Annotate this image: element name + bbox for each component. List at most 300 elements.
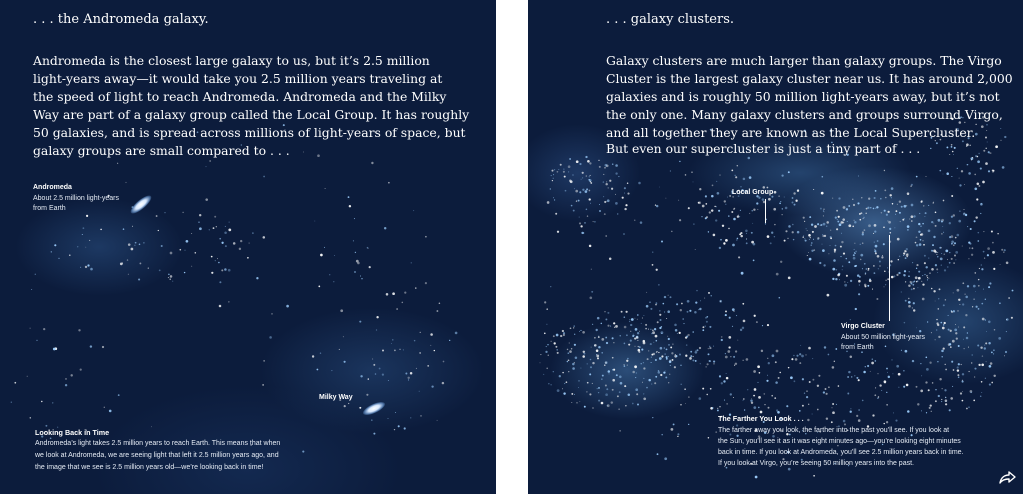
star-speck — [256, 277, 258, 279]
star-speck — [941, 233, 942, 234]
star-speck — [568, 352, 570, 354]
star-speck — [850, 411, 852, 413]
star-speck — [768, 407, 770, 409]
star-speck — [971, 159, 972, 160]
star-speck — [592, 362, 594, 364]
star-speck — [553, 197, 554, 198]
star-speck — [396, 308, 398, 310]
star-speck — [820, 224, 822, 226]
star-speck — [935, 225, 937, 227]
star-speck — [993, 375, 995, 377]
star-speck — [590, 366, 592, 368]
star-speck — [656, 205, 658, 207]
star-speck — [668, 382, 669, 383]
star-speck — [635, 377, 636, 378]
star-speck — [853, 257, 856, 260]
star-speck — [945, 403, 947, 405]
star-speck — [916, 176, 918, 178]
star-speck — [578, 380, 579, 381]
star-speck — [635, 328, 638, 331]
star-speck — [788, 171, 790, 173]
star-speck — [781, 174, 783, 176]
star-speck — [889, 228, 891, 230]
star-speck — [624, 326, 627, 329]
star-speck — [853, 254, 855, 256]
star-speck — [587, 215, 588, 216]
star-speck — [705, 203, 707, 205]
star-speck — [946, 146, 948, 148]
star-speck — [14, 382, 16, 384]
star-speck — [587, 160, 590, 163]
star-speck — [552, 180, 553, 181]
star-speck — [794, 380, 796, 382]
star-speck — [949, 252, 950, 253]
star-speck — [708, 348, 709, 349]
star-speck — [668, 295, 669, 296]
star-speck — [940, 322, 942, 324]
star-speck — [687, 300, 690, 303]
star-speck — [835, 269, 837, 271]
star-speck — [956, 337, 958, 339]
star-speck — [874, 197, 876, 199]
star-speck — [841, 233, 842, 234]
star-speck — [228, 229, 231, 232]
star-speck — [808, 404, 809, 405]
star-speck — [611, 401, 613, 403]
star-speck — [719, 175, 720, 176]
star-speck — [339, 349, 340, 350]
star-speck — [721, 339, 723, 341]
star-speck — [903, 252, 905, 254]
star-speck — [885, 346, 887, 348]
star-speck — [598, 392, 599, 393]
star-speck — [847, 393, 849, 395]
star-speck — [961, 170, 963, 172]
star-speck — [624, 316, 626, 318]
star-speck — [706, 321, 708, 323]
star-speck — [388, 418, 389, 419]
star-speck — [139, 262, 141, 264]
star-speck — [711, 209, 713, 211]
star-speck — [544, 301, 546, 303]
star-speck — [803, 217, 805, 219]
star-speck — [736, 239, 737, 240]
share-arrow-icon[interactable] — [997, 468, 1017, 488]
star-speck — [69, 255, 70, 256]
star-speck — [430, 345, 431, 346]
star-speck — [329, 274, 330, 275]
star-speck — [991, 351, 993, 353]
star-speck — [991, 382, 993, 384]
star-speck — [840, 256, 841, 257]
star-speck — [923, 240, 924, 241]
star-speck — [892, 359, 893, 360]
star-speck — [867, 207, 869, 209]
star-speck — [924, 216, 925, 217]
star-speck — [941, 220, 943, 222]
star-speck — [889, 194, 891, 196]
star-speck — [952, 340, 955, 343]
star-speck — [862, 233, 864, 235]
star-speck — [359, 407, 361, 409]
right-caption-line: the Sun, you’ll see it as it was eight minutes ago—you’re looking eight minutes — [718, 438, 961, 445]
star-speck — [735, 175, 736, 176]
star-speck — [913, 215, 915, 217]
star-speck — [941, 356, 942, 357]
star-speck — [743, 360, 744, 361]
star-speck — [993, 172, 994, 173]
star-speck — [888, 221, 891, 224]
star-speck — [638, 182, 641, 185]
star-speck — [65, 384, 67, 386]
star-speck — [867, 285, 869, 287]
star-speck — [627, 182, 628, 183]
star-speck — [386, 293, 389, 296]
star-speck — [586, 209, 588, 211]
star-speck — [916, 244, 918, 246]
star-speck — [981, 125, 984, 128]
star-speck — [985, 148, 986, 149]
star-speck — [811, 245, 812, 246]
star-speck — [1004, 249, 1006, 251]
star-speck — [760, 411, 763, 414]
star-speck — [928, 389, 930, 391]
star-speck — [643, 393, 644, 394]
star-speck — [637, 332, 639, 334]
star-speck — [935, 389, 936, 390]
star-speck — [732, 244, 735, 247]
star-speck — [570, 180, 573, 183]
star-speck — [854, 243, 855, 244]
star-speck — [620, 335, 621, 336]
star-speck — [582, 355, 585, 358]
star-speck — [762, 198, 764, 200]
star-speck — [881, 390, 882, 391]
star-speck — [574, 362, 575, 363]
star-speck — [985, 378, 986, 379]
star-speck — [863, 214, 864, 215]
star-speck — [584, 406, 586, 408]
star-speck — [779, 372, 780, 373]
star-speck — [344, 405, 346, 407]
star-speck — [361, 278, 362, 279]
star-speck — [753, 208, 755, 210]
star-speck — [720, 239, 722, 241]
star-speck — [696, 290, 697, 291]
star-speck — [958, 363, 960, 365]
star-speck — [947, 259, 948, 260]
star-speck — [965, 214, 967, 216]
star-speck — [945, 364, 946, 365]
star-speck — [974, 368, 976, 370]
star-speck — [874, 249, 875, 250]
star-speck — [758, 396, 761, 399]
star-speck — [654, 328, 656, 330]
star-speck — [317, 154, 320, 157]
star-speck — [877, 255, 880, 258]
star-speck — [742, 327, 744, 329]
star-speck — [740, 210, 741, 211]
star-speck — [873, 233, 874, 234]
star-speck — [992, 242, 994, 244]
star-speck — [733, 218, 736, 221]
star-speck — [658, 371, 661, 374]
star-speck — [993, 268, 995, 270]
star-speck — [732, 308, 735, 311]
star-speck — [624, 365, 626, 367]
star-speck — [730, 356, 731, 357]
star-speck — [957, 168, 958, 169]
star-speck — [562, 372, 563, 373]
star-speck — [935, 212, 937, 214]
star-speck — [706, 316, 708, 318]
star-speck — [695, 301, 697, 303]
star-speck — [978, 153, 979, 154]
star-speck — [619, 376, 622, 379]
star-speck — [661, 434, 663, 436]
star-speck — [661, 240, 663, 242]
star-speck — [715, 431, 717, 433]
star-speck — [997, 233, 998, 234]
star-speck — [135, 242, 137, 244]
star-speck — [555, 213, 557, 215]
star-speck — [211, 272, 213, 274]
star-speck — [858, 379, 860, 381]
star-speck — [988, 286, 990, 288]
star-speck — [148, 267, 149, 268]
star-speck — [556, 334, 559, 337]
star-speck — [751, 232, 753, 234]
star-speck — [725, 356, 728, 359]
star-speck — [970, 391, 972, 393]
star-speck — [603, 196, 604, 197]
star-speck — [973, 285, 976, 288]
star-speck — [694, 311, 697, 314]
star-speck — [969, 248, 970, 249]
star-speck — [581, 179, 582, 180]
star-speck — [360, 276, 361, 277]
star-speck — [978, 308, 980, 310]
star-speck — [812, 358, 813, 359]
star-speck — [320, 254, 323, 257]
star-speck — [735, 363, 737, 365]
star-speck — [992, 251, 995, 254]
star-speck — [920, 201, 922, 203]
star-speck — [841, 241, 843, 243]
star-speck — [156, 215, 158, 217]
star-speck — [547, 201, 550, 204]
star-speck — [976, 306, 978, 308]
star-speck — [946, 172, 949, 175]
star-speck — [751, 398, 752, 399]
star-speck — [962, 282, 964, 284]
star-speck — [817, 385, 819, 387]
star-speck — [630, 324, 632, 326]
star-speck — [568, 371, 569, 372]
star-speck — [224, 268, 227, 271]
star-speck — [920, 363, 921, 364]
star-speck — [636, 393, 638, 395]
star-speck — [695, 360, 697, 362]
star-speck — [928, 205, 929, 206]
star-speck — [728, 336, 731, 339]
star-speck — [765, 223, 766, 224]
star-speck — [962, 400, 964, 402]
star-speck — [589, 245, 592, 248]
star-speck — [689, 310, 691, 312]
star-speck — [661, 326, 662, 327]
star-speck — [420, 332, 421, 333]
star-speck — [637, 319, 638, 320]
star-speck — [904, 270, 906, 272]
star-speck — [692, 359, 694, 361]
star-speck — [708, 292, 710, 294]
star-speck — [911, 288, 913, 290]
star-speck — [569, 350, 572, 353]
star-speck — [966, 143, 969, 146]
star-speck — [655, 376, 657, 378]
star-speck — [663, 371, 665, 373]
star-speck — [886, 392, 887, 393]
star-speck — [981, 268, 983, 270]
star-speck — [827, 294, 830, 297]
star-speck — [617, 395, 619, 397]
star-speck — [271, 313, 272, 314]
star-speck — [817, 409, 819, 411]
star-speck — [869, 279, 872, 282]
star-speck — [850, 280, 852, 282]
star-speck — [909, 271, 910, 272]
star-speck — [641, 363, 642, 364]
star-speck — [690, 351, 692, 353]
star-speck — [168, 277, 169, 278]
star-speck — [852, 226, 854, 228]
star-speck — [958, 345, 960, 347]
star-speck — [875, 252, 877, 254]
star-speck — [945, 369, 947, 371]
star-speck — [949, 409, 951, 411]
star-speck — [562, 330, 564, 332]
star-speck — [977, 183, 980, 186]
star-speck — [592, 407, 594, 409]
star-speck — [927, 279, 928, 280]
star-speck — [988, 342, 990, 344]
star-speck — [407, 377, 409, 379]
star-speck — [161, 245, 163, 247]
star-speck — [402, 302, 404, 304]
star-speck — [638, 346, 639, 347]
star-speck — [951, 146, 953, 148]
star-speck — [45, 425, 47, 427]
star-speck — [439, 302, 441, 304]
star-speck — [806, 228, 807, 229]
star-speck — [837, 274, 840, 277]
star-speck — [680, 404, 682, 406]
star-speck — [643, 397, 646, 400]
star-speck — [729, 317, 731, 319]
star-speck — [942, 226, 943, 227]
star-speck — [937, 252, 938, 253]
star-speck — [591, 291, 593, 293]
star-speck — [756, 202, 758, 204]
star-speck — [629, 321, 630, 322]
star-speck — [916, 236, 918, 238]
star-speck — [962, 380, 963, 381]
star-speck — [953, 214, 955, 216]
star-speck — [314, 221, 315, 222]
star-speck — [988, 321, 991, 324]
star-speck — [1002, 166, 1005, 169]
star-speck — [968, 407, 969, 408]
star-speck — [945, 250, 948, 253]
right-page — [528, 0, 1023, 494]
star-speck — [579, 163, 581, 165]
star-speck — [782, 208, 783, 209]
star-speck — [949, 343, 951, 345]
star-speck — [672, 343, 673, 344]
star-speck — [405, 373, 407, 375]
star-speck — [854, 249, 855, 250]
star-speck — [759, 372, 761, 374]
star-speck — [320, 352, 321, 353]
star-speck — [884, 382, 886, 384]
star-speck — [962, 373, 964, 375]
star-speck — [968, 258, 969, 259]
star-speck — [701, 216, 702, 217]
star-speck — [933, 290, 935, 292]
star-speck — [886, 421, 888, 423]
star-speck — [726, 377, 729, 380]
star-speck — [899, 212, 901, 214]
star-speck — [659, 357, 662, 360]
star-speck — [699, 397, 702, 400]
star-speck — [935, 301, 936, 302]
star-speck — [787, 238, 788, 239]
star-speck — [746, 358, 749, 361]
right-caption-line: back in time. If you look at Andromeda, you’ll see 2.5 million years back in time. — [718, 449, 964, 456]
star-speck — [923, 205, 924, 206]
star-speck — [615, 164, 618, 167]
star-speck — [597, 317, 600, 320]
star-speck — [907, 192, 910, 195]
star-speck — [768, 198, 771, 201]
star-speck — [654, 382, 656, 384]
star-speck — [576, 160, 579, 163]
right-body-line: and all together they are known as the Local Supercluster. — [606, 125, 976, 140]
star-speck — [667, 310, 670, 313]
star-speck — [1006, 318, 1009, 321]
star-speck — [838, 385, 840, 387]
star-speck — [972, 157, 973, 158]
star-speck — [543, 374, 544, 375]
star-speck — [985, 137, 987, 139]
star-speck — [574, 334, 575, 335]
star-speck — [767, 375, 768, 376]
star-speck — [576, 402, 578, 404]
star-speck — [957, 369, 959, 371]
star-speck — [858, 419, 861, 422]
star-speck — [828, 354, 830, 356]
star-speck — [909, 218, 910, 219]
star-speck — [881, 212, 882, 213]
star-speck — [925, 381, 927, 383]
star-speck — [680, 365, 681, 366]
star-speck — [952, 151, 954, 153]
star-speck — [758, 407, 760, 409]
star-speck — [823, 264, 825, 266]
star-speck — [357, 262, 360, 265]
star-speck — [899, 200, 901, 202]
